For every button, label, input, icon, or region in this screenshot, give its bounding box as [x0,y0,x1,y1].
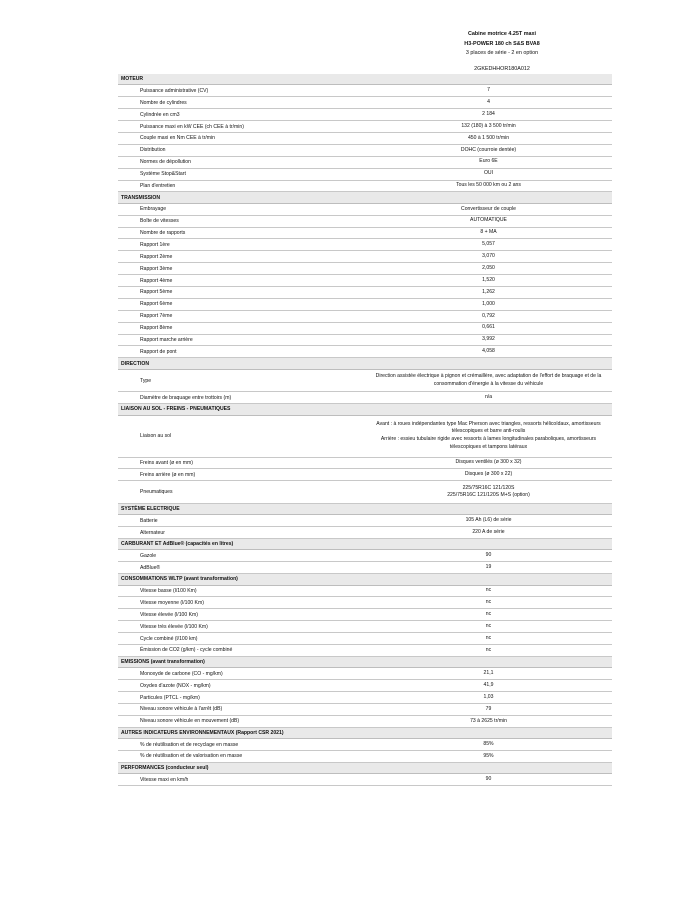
spec-row [118,415,612,457]
spec-row [118,121,612,133]
spec-value: 19 [365,562,612,574]
section-header [118,539,612,550]
spec-label: Rapport 7ème [118,310,365,322]
spec-value: 3,070 [365,251,612,263]
spec-row [118,85,612,97]
spec-label: Émission de CO2 (g/km) - cycle combiné [118,645,365,657]
spec-value: nc [365,645,612,657]
section-header [118,74,612,85]
spec-label: Rapport 3ème [118,263,365,275]
spec-value: 41,9 [365,680,612,692]
spec-value: AUTOMATIQUE [365,215,612,227]
spec-value: nc [365,621,612,633]
section-header [118,762,612,773]
spec-label: Vitesse élevée (l/100 Km) [118,609,365,621]
spec-label: Rapport 8ème [118,322,365,334]
spec-row [118,227,612,239]
spec-table [118,74,612,786]
spec-label: Nombre de cylindres [118,97,365,109]
spec-label: Nombre de rapports [118,227,365,239]
spec-value: 2,050 [365,263,612,275]
spec-value: 0,792 [365,310,612,322]
spec-value: Euro 6E [365,156,612,168]
spec-value: Disques ventilés (ø 300 x 32) [365,457,612,469]
section-title: DIRECTION [118,358,612,369]
spec-row [118,469,612,481]
spec-value: nc [365,633,612,645]
section-header [118,656,612,667]
spec-row [118,156,612,168]
spec-value: 1,520 [365,275,612,287]
spec-row [118,322,612,334]
spec-value: 90 [365,774,612,786]
section-header [118,192,612,203]
spec-label: Freins avant (ø en mm) [118,457,365,469]
spec-label: Vitesse basse (l/100 Km) [118,585,365,597]
spec-row [118,457,612,469]
seats-info: 3 places de série - 2 en option [465,50,539,56]
section-title: TRANSMISSION [118,192,612,203]
spec-row [118,97,612,109]
spec-label: Particules (PTCL - mg/km) [118,692,365,704]
spec-row [118,527,612,539]
spec-row [118,715,612,727]
spec-row [118,310,612,322]
section-title: SYSTÈME ELECTRIQUE [118,503,612,514]
section-header [118,503,612,514]
spec-row [118,334,612,346]
section-header [118,404,612,415]
spec-row [118,774,612,786]
spec-row [118,203,612,215]
spec-row [118,751,612,763]
spec-value: 132 (180) à 3 500 tr/min [365,121,612,133]
section-title: CONSOMMATIONS WLTP (avant transformation) [118,574,612,585]
spec-label: Oxydes d'azote (NOX - mg/km) [118,680,365,692]
model-code: 2GKEDHHOR180A012 [474,65,530,72]
spec-row [118,481,612,504]
spec-value: OUI [365,168,612,180]
spec-value: n/a [365,392,612,404]
spec-row [118,645,612,657]
spec-row [118,597,612,609]
spec-row [118,680,612,692]
spec-row [118,585,612,597]
section-title: PERFORMANCES (conducteur seul) [118,762,612,773]
section-header [118,358,612,369]
spec-label: Rapport 4ème [118,275,365,287]
spec-value: 4 [365,97,612,109]
spec-label: Diamètre de braquage entre trottoirs (m) [118,392,365,404]
section-title: CARBURANT ET AdBlue® (capacités en litres) [118,539,612,550]
spec-label: Gazole [118,550,365,562]
spec-label: Freins arrière (ø en mm) [118,469,365,481]
spec-row [118,346,612,358]
spec-row [118,703,612,715]
spec-value: 8 + MA [365,227,612,239]
spec-label: Cylindrée en cm3 [118,109,365,121]
spec-label: Rapport 6ème [118,298,365,310]
spec-row [118,251,612,263]
spec-value: 95% [365,751,612,763]
spec-value: Disques (ø 300 x 22) [365,469,612,481]
spec-value: nc [365,609,612,621]
spec-value: 3,992 [365,334,612,346]
spec-value: DOHC (courroie dentée) [365,144,612,156]
spec-value: 220 A de série [365,527,612,539]
spec-label: Vitesse maxi en km/h [118,774,365,786]
spec-value: 21,1 [365,668,612,680]
spec-row [118,168,612,180]
spec-row [118,263,612,275]
spec-label: % de réutilisation et de recyclage en masse [118,739,365,751]
section-header [118,574,612,585]
section-title: LIAISON AU SOL - FREINS - PNEUMATIQUES [118,404,612,415]
spec-row [118,392,612,404]
spec-label: Monoxyde de carbone (CO - mg/km) [118,668,365,680]
spec-value: Tous les 50 000 km ou 2 ans [365,180,612,192]
spec-label: Liaison au sol [118,415,365,457]
spec-value: Convertisseur de couple [365,203,612,215]
document-header [392,30,612,74]
spec-label: Rapport 5ème [118,287,365,299]
spec-label: Type [118,369,365,392]
spec-row [118,287,612,299]
spec-label: Boîte de vitesses [118,215,365,227]
section-title: EMISSIONS (avant transformation) [118,656,612,667]
spec-label: Couple maxi en Nm CEE à tr/min [118,132,365,144]
spec-row [118,369,612,392]
spec-value: 1,262 [365,287,612,299]
spec-row [118,621,612,633]
spec-value: 0,661 [365,322,612,334]
spec-row [118,609,612,621]
spec-label: Normes de dépollution [118,156,365,168]
spec-row [118,275,612,287]
spec-row [118,550,612,562]
spec-label: Niveau sonore véhicule à l'arrêt (dB) [118,703,365,715]
spec-value: 5,057 [365,239,612,251]
spec-row [118,298,612,310]
spec-label: % de réutilisation et de valorisation en masse [118,751,365,763]
spec-value: 4,058 [365,346,612,358]
section-title: MOTEUR [118,74,612,85]
spec-value: 225/75R16C 121/120S 225/75R16C 121/120S M+S (option) [365,481,612,504]
spec-value: nc [365,597,612,609]
section-header [118,727,612,738]
model-title: Cabine motrice 4.25T maxi [467,31,536,37]
spec-label: Alternateur [118,527,365,539]
spec-value: 7 [365,85,612,97]
section-title: AUTRES INDICATEURS ENVIRONNEMENTAUX (Rapport CSR 2021) [118,727,612,738]
spec-row [118,692,612,704]
spec-row [118,109,612,121]
spec-value: 105 Ah (L6) de série [365,515,612,527]
spec-label: Vitesse très élevée (l/100 Km) [118,621,365,633]
spec-value: 90 [365,550,612,562]
spec-value: nc [365,585,612,597]
spec-label: Rapport 1ère [118,239,365,251]
spec-label: Système Stop&Start [118,168,365,180]
spec-value: 79 [365,703,612,715]
spec-label: Rapport 2ème [118,251,365,263]
spec-label: Plan d'entretien [118,180,365,192]
spec-label: AdBlue® [118,562,365,574]
spec-value: 1,000 [365,298,612,310]
spec-row [118,668,612,680]
spec-value: 1,03 [365,692,612,704]
spec-label: Rapport marche arrière [118,334,365,346]
spec-label: Distribution [118,144,365,156]
spec-value: 85% [365,739,612,751]
spec-value: 450 à 1 500 tr/min [365,132,612,144]
spec-label: Vitesse moyenne (l/100 Km) [118,597,365,609]
engine-title: H3-POWER 180 ch S&S BVA8 [464,40,540,47]
spec-row [118,180,612,192]
spec-row [118,144,612,156]
spec-value: Avant : à roues indépendantes type Mac Pherson avec triangles, ressorts hélicoïdaux, amortisseurs télescopiques et barre anti-roulis Arrière : essieu tubulaire rigide avec ressorts à lames longitudinales paraboliques, amortisseurs télescopiques et tampons latéraux [365,415,612,457]
spec-row [118,215,612,227]
spec-label: Embrayage [118,203,365,215]
spec-label: Cycle combiné (l/100 km) [118,633,365,645]
spec-label: Puissance maxi en kW CEE (ch CEE à tr/min) [118,121,365,133]
spec-row [118,515,612,527]
spec-label: Rapport de pont [118,346,365,358]
spec-label: Pneumatiques [118,481,365,504]
spec-value: 2 184 [365,109,612,121]
spec-row [118,132,612,144]
spec-label: Puissance administrative (CV) [118,85,365,97]
spec-row [118,633,612,645]
spec-value: 73 à 2625 tr/min [365,715,612,727]
spec-row [118,739,612,751]
spec-label: Niveau sonore véhicule en mouvement (dB) [118,715,365,727]
spec-value: Direction assistée électrique à pignon et crémaillère, avec adaptation de l'effort de braquage et de la consommation d'énergie à la vitesse du véhicule [365,369,612,392]
spec-row [118,239,612,251]
spec-row [118,562,612,574]
spec-label: Batterie [118,515,365,527]
